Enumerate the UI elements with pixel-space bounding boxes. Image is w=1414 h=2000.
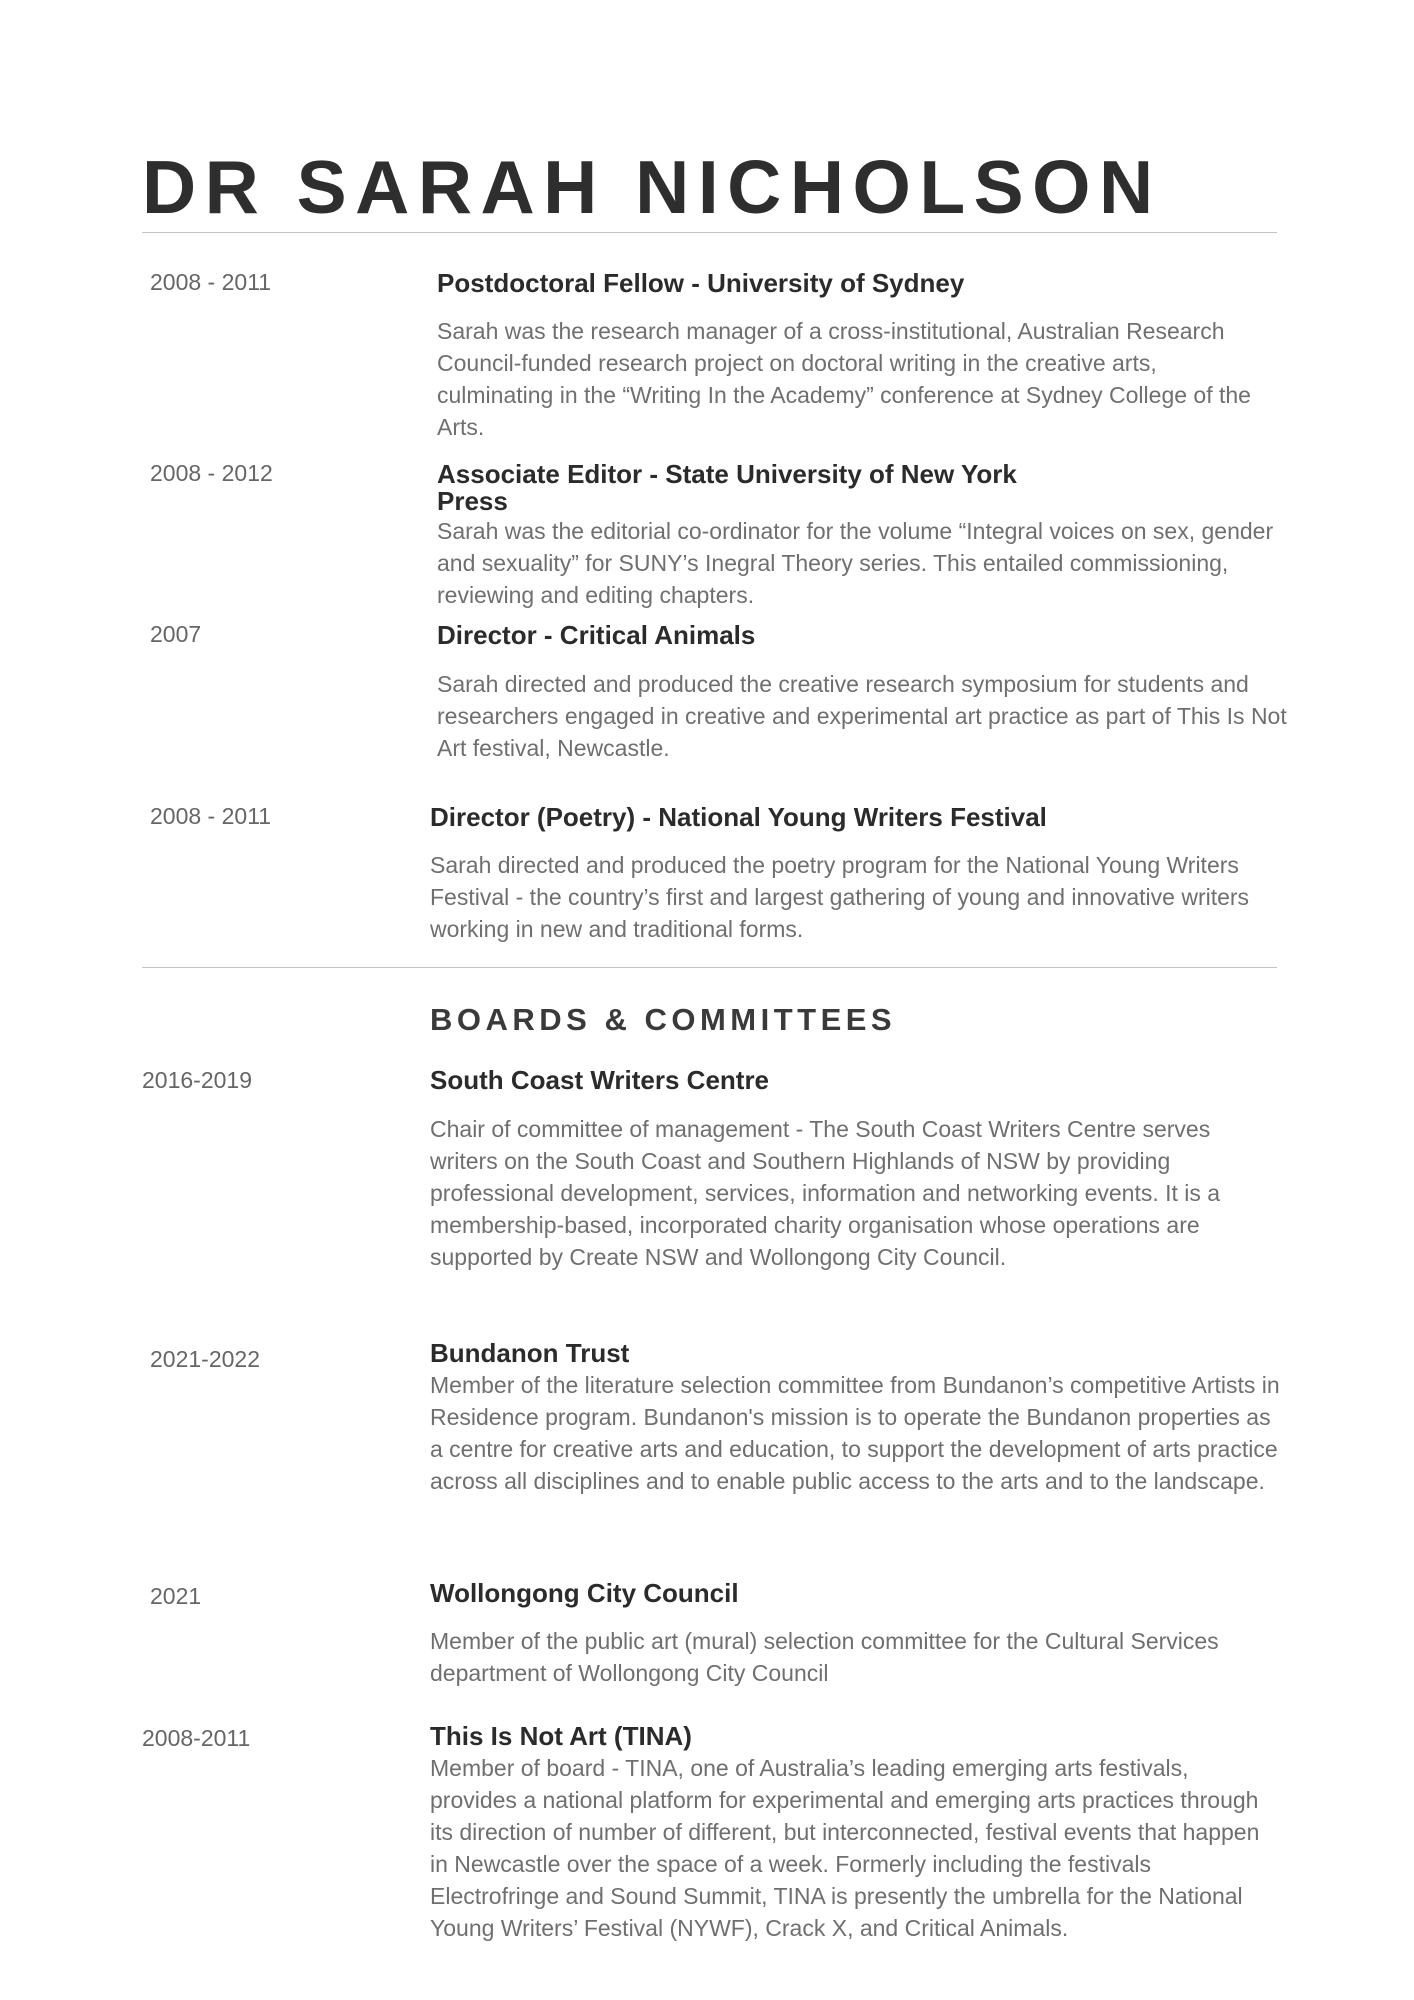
board-entry [430, 1067, 1280, 1273]
entry-title: Postdoctoral Fellow - University of Sydney [437, 268, 965, 298]
entry-description: Sarah directed and produced the creative research symposium for students and researchers engaged in creative and experimental art practice as part of This Is Not Art festival, Newcastle. [437, 671, 1287, 761]
page-title: DR SARAH NICHOLSON [142, 145, 1162, 229]
entry-date: 2008 - 2011 [150, 269, 272, 295]
entry-description: Member of the public art (mural) selection committee for the Cultural Services department of Wollongong City Council [430, 1628, 1219, 1686]
experience-entry [437, 461, 1277, 611]
experience-entry [437, 270, 1277, 443]
entry-date: 2021 [150, 1583, 202, 1609]
divider [142, 232, 1277, 233]
board-entry [430, 1723, 1280, 1944]
experience-entry [437, 622, 1289, 764]
entry-description: Member of board - TINA, one of Australia’s leading emerging arts festivals, provides a national platform for experimental and emerging arts practices through its direction of number of different, but interconnected, festival events that happen in Newcastle over the space of a week. Formerly including the festivals Electrofringe and Sound Summit, TINA is presently the umbrella for the National Young Writers’ Festival (NYWF), Crack X, and Critical Animals. [430, 1755, 1260, 1941]
board-entry [430, 1340, 1280, 1497]
entry-title: South Coast Writers Centre [430, 1065, 770, 1095]
divider [142, 967, 1277, 968]
entry-title: Bundanon Trust [430, 1338, 630, 1368]
entry-title: Director - Critical Animals [437, 620, 756, 650]
entry-date: 2008-2011 [142, 1725, 251, 1751]
entry-date: 2008 - 2011 [150, 803, 272, 829]
section-heading: BOARDS & COMMITTEES [430, 1002, 897, 1037]
entry-description: Member of the literature selection committee from Bundanon’s competitive Artists in Residence program. Bundanon's mission is to operate the Bundanon properties as a centre for creative arts and education, to support the development of arts practice across all disciplines and to enable public access to the arts and to the landscape. [430, 1372, 1280, 1494]
entry-date: 2007 [150, 621, 202, 647]
board-entry [430, 1580, 1280, 1689]
entry-date: 2016-2019 [142, 1067, 252, 1093]
experience-entry [430, 804, 1250, 945]
entry-title: Director (Poetry) - National Young Writers Festival [430, 802, 1047, 832]
entry-description: Sarah was the editorial co-ordinator for the volume “Integral voices on sex, gender and sexuality” for SUNY’s Inegral Theory series. This entailed commissioning, reviewing and editing chapters. [437, 518, 1274, 608]
entry-title: This Is Not Art (TINA) [430, 1721, 692, 1751]
entry-date: 2008 - 2012 [150, 460, 273, 486]
entry-date: 2021-2022 [150, 1346, 260, 1372]
entry-title: Wollongong City Council [430, 1578, 739, 1608]
entry-title: Associate Editor - State University of New York Press [437, 459, 1017, 516]
entry-description: Sarah directed and produced the poetry program for the National Young Writers Festival - the country’s first and largest gathering of young and innovative writers working in new and traditional forms. [430, 852, 1250, 942]
entry-description: Sarah was the research manager of a cross-institutional, Australian Research Council-funded research project on doctoral writing in the creative arts, culminating in the “Writing In the Academy” conference at Sydney College of the Arts. [437, 318, 1251, 440]
entry-description: Chair of committee of management - The South Coast Writers Centre serves writers on the South Coast and Southern Highlands of NSW by providing professional development, services, information and networking events. It is a membership-based, incorporated charity organisation whose operations are supported by Create NSW and Wollongong City Council. [430, 1116, 1221, 1270]
